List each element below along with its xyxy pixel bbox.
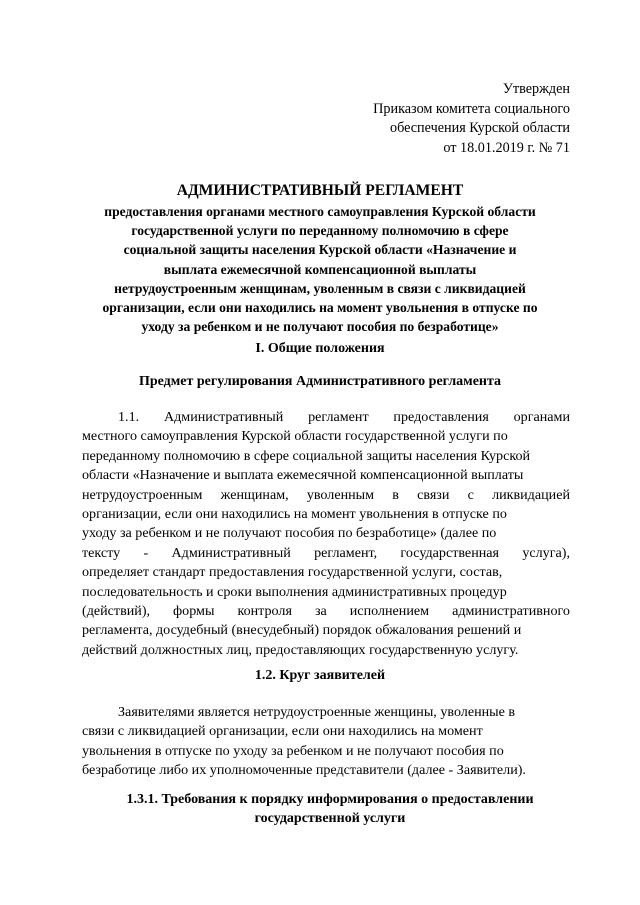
subtitle-line: предоставления органами местного самоуправления Курской области	[104, 204, 536, 219]
paragraph-text: организации, если они находились на момент увольнения в отпуске по	[82, 506, 507, 523]
paragraph-line	[82, 466, 570, 485]
paragraph-line	[82, 722, 570, 741]
paragraph-line	[82, 447, 570, 466]
subtitle-line: социальной защиты населения Курской области «Назначение и	[123, 242, 517, 258]
paragraph-text: Административный	[171, 544, 291, 561]
subtitle-line: организации, если они находились на момент увольнения в отпуске по	[102, 300, 538, 316]
paragraph-text: в	[392, 486, 399, 503]
paragraph-text: связи с ликвидацией организации, если они находились на момент	[82, 723, 483, 740]
paragraph-text: Административный	[163, 409, 284, 425]
paragraph-text: с	[467, 486, 474, 503]
heading-line: государственной услуги	[254, 811, 406, 826]
paragraph-line	[82, 408, 570, 427]
paragraph-text: ликвидацией	[492, 486, 570, 503]
heading-line: 1.3.1. Требования к порядку информирования о предоставлении	[126, 792, 534, 807]
subtitle-line: государственной услуги по переданному полномочию в сфере	[131, 223, 509, 239]
paragraph-text: контроля	[237, 603, 292, 620]
paragraph-text: местного самоуправления Курской области государственной услуги по	[82, 428, 508, 445]
subtitle-line: нетрудоустроенным женщинам, уволенным в связи с ликвидацией	[114, 280, 526, 296]
approval-stamp	[330, 80, 570, 158]
paragraph-text: (действий),	[82, 603, 151, 620]
paragraph-text: области «Назначение и выплата ежемесячной компенсационной выплаты	[82, 467, 524, 484]
paragraph-line	[82, 563, 570, 582]
approval-line: Утвержден	[502, 81, 570, 97]
paragraph-text: 1.1.	[118, 409, 140, 425]
approval-line: обеспечения Курской области	[389, 120, 570, 137]
paragraph-text: последовательность и сроки выполнения административных процедур	[82, 583, 507, 600]
paragraph-text: уволенным	[306, 486, 375, 503]
paragraph-text: административного	[452, 603, 570, 620]
paragraph-text: исполнением	[349, 603, 430, 620]
paragraph-line	[82, 544, 570, 563]
subsection-heading-subject: Предмет регулирования Административного регламента	[138, 374, 502, 389]
paragraph-text: регламент,	[314, 544, 378, 561]
paragraph-line	[82, 641, 570, 660]
paragraph-line	[82, 703, 570, 722]
paragraph-text: связи	[417, 486, 450, 503]
paragraph-line	[82, 583, 570, 602]
paragraph-text: формы	[173, 603, 215, 620]
paragraph-line	[82, 505, 570, 524]
subtitle-line: уходу за ребенком и не получают пособия по безработице»	[141, 319, 499, 335]
document-subtitle	[70, 202, 570, 336]
paragraph-text: государственная	[400, 544, 500, 561]
paragraph-line	[82, 427, 570, 446]
section-heading-applicants: 1.2. Круг заявителей	[254, 668, 386, 683]
section-heading-informing	[80, 790, 580, 828]
paragraph-text: регламента, досудебный (внесудебный) порядок обжалования решений и	[82, 622, 522, 639]
paragraph-text: предоставления	[393, 409, 489, 425]
paragraph-text: действий должностных лиц, предоставляющих государственную услугу.	[82, 641, 519, 658]
paragraph-text: безработице либо их уполномоченные представители (далее - Заявители).	[82, 762, 526, 779]
paragraph-text: переданному полномочию в сфере социальной защиты населения Курской	[82, 447, 531, 464]
paragraph-text: -	[143, 544, 149, 561]
paragraph-text: уходу за ребенком и не получают пособия по безработице» (далее по	[82, 525, 497, 542]
paragraph-text: регламент	[308, 409, 369, 425]
paragraph-text: тексту	[82, 544, 121, 561]
paragraph-text: за	[314, 603, 327, 620]
paragraph-text: Заявителями является нетрудоустроенные женщины, уволенные в	[118, 704, 516, 720]
paragraph-line	[82, 621, 570, 640]
paragraph-line	[82, 524, 570, 543]
paragraph-1-1	[82, 408, 570, 660]
paragraph-text: нетрудоустроенным	[82, 486, 203, 503]
paragraph-text: женщинам,	[220, 486, 289, 503]
approval-line: от 18.01.2019 г. № 71	[443, 139, 570, 156]
paragraph-line	[82, 486, 570, 505]
paragraph-line	[82, 742, 570, 761]
paragraph-1-2	[82, 703, 570, 781]
paragraph-text: услуга),	[522, 544, 570, 561]
paragraph-text: увольнения в отпуске по уходу за ребенком и не получают пособия по	[82, 742, 504, 759]
approval-line: Приказом комитета социального	[373, 100, 570, 117]
paragraph-line	[82, 602, 570, 621]
subtitle-line: выплата ежемесячной компенсационной выплаты	[163, 261, 477, 277]
section-heading-general: I. Общие положения	[255, 341, 385, 356]
paragraph-text: органами	[513, 409, 570, 425]
document-title: АДМИНИСТРАТИВНЫЙ РЕГЛАМЕНТ	[176, 182, 464, 199]
paragraph-line	[82, 761, 570, 780]
paragraph-text: определяет стандарт предоставления государственной услуги, состав,	[82, 564, 503, 581]
